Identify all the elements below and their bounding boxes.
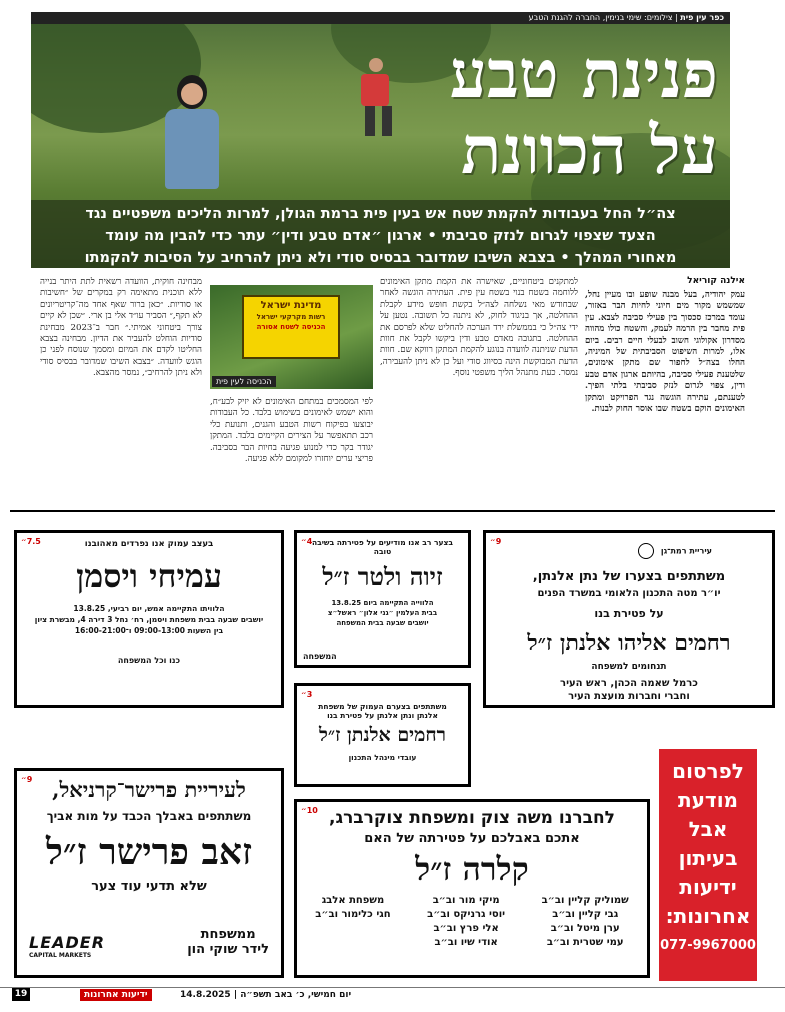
promo-line: מודעת [677, 788, 739, 812]
notice-signature: וחברי וחברות מועצת העיר [568, 691, 690, 702]
article-column-3: לפי המסמכים במתחם האימונים לא יזיק לבע״ח, והוא ישמש לאימונים בשימוש בלבד. כל העבודות יבוצעו בפיקוח רשות הטבע והגנים, ותנועת כלי רכב תתאפשר על הצירים הקיימים בלבד. המתקן יגודר בקר כדי למנוע פגיעה בחיות הבר בסביבה. פריצי ערים יוחזרו למקומם ללא פגיעה. [210, 397, 373, 465]
byline: אילנה קוריאל [687, 276, 745, 286]
notice-name: זאב פרישר ז״ל [46, 831, 252, 873]
promo-line: לפרסום [672, 759, 744, 783]
phone-number: 077-9967000 [660, 938, 756, 953]
photo-credit-bar: כפר עין פית | צילומים: שימי בנימין, החברה להגנת הטבע [31, 12, 730, 24]
subheadline-line: מאחורי המהלך • בצבא השיבו שמדובר בבסיס סודי ולא ניתן להרחיב על הסיבות להקמתו [84, 250, 677, 266]
ad-size: 4״ [301, 537, 313, 546]
sign-text: הכניסה לשטח אסורה [256, 323, 326, 331]
consoler: ערן מיטל וב״ב [550, 923, 620, 934]
consoler: יוסי גרניקס וב״ב [427, 909, 506, 920]
ad-size: 7.5״ [21, 537, 41, 546]
page-number: 19 [12, 988, 30, 1001]
photo-caption: הכניסה לעין פית [212, 376, 276, 387]
death-notice-frisher [14, 768, 284, 978]
death-notice-wiseman [14, 530, 284, 708]
notice-line: הלווייה התקיימה ביום 13.8.25 [331, 599, 434, 607]
notice-line: שלא תדעי עוד צער [91, 879, 207, 894]
notice-name: עמיחי ויסמן [76, 557, 222, 595]
death-notice-klara [294, 799, 650, 978]
consoler: מיקי מור וב״ב [432, 895, 500, 906]
death-notice-ramat-gan [483, 530, 775, 708]
notice-line: יושבים שבעה בבית משפחת ויסמן, רח׳ נחל 3 דירה 4, מבשרת ציון [34, 615, 264, 624]
consoler: אודי שיו וב״ב [434, 937, 498, 948]
notice-line: אתכם באבלכם על פטירתה של האם [364, 831, 580, 846]
consoler: חגי כלימור וב״ב [315, 909, 391, 920]
headline-line-2: על הכוונת [461, 111, 718, 189]
consoler-column [542, 894, 629, 950]
notice-line: לעיריית פרישר־קרניאל, [52, 777, 246, 802]
notice-line: משתתפים באבלך הכבד על מות אביך [46, 809, 252, 823]
signature-line: ממשפחת [200, 927, 256, 942]
notice-name: רחמים אלנתן ז״ל [318, 724, 446, 746]
issue-date: יום חמישי, כ׳ באב תשפ״ה | 14.8.2025 [180, 990, 352, 1000]
death-notice-planning [294, 683, 471, 787]
consoler: עמי שטרית וב״ב [546, 937, 624, 948]
municipality-heading [638, 543, 712, 559]
notice-details [297, 598, 468, 628]
ad-size: 10״ [301, 806, 318, 815]
leader-logo [29, 933, 105, 959]
notice-details [17, 603, 281, 636]
sign-board [242, 295, 340, 359]
sign-text: רשות מקרקעי ישראל [256, 313, 326, 321]
consoler: גבי קליין וב״ב [552, 909, 619, 920]
notice-line: על פטירת בנו [594, 607, 664, 620]
notice-name: זיוה ולטר ז״ל [322, 562, 443, 591]
notice-line: בין השעות 09:00-13:00 ו־16:00-21:00 [74, 626, 224, 635]
municipality-name: עיריית רמת־גן [660, 546, 712, 556]
article-column-1: עמק יהודיה, בעל מבנה שופע ובו מעיין נחל, שמשמש מקור מים חיוני לחיות הבר באזור, עומד במרכז סכסוך בין פעילי סביבה לצבא. עין פית מחבר בין הרמה לעמק, והשטח כולו מהווה מסדרון אקולוגי חשוב לבעלי חיים רבים. ביום אלו, למרות השיפוט הסביבתית של המיניה, החלו בצה״ל לחפור שם מתקן אימונים, שלטענת פעילי סביבה, בהיותם ארגון אדם טבע ודין, צפוי לגרום לנזק סביבתי בלתי הפיך. לטענתם, עתירה הוגשה נגד הפרויקט ומתקן האימונים הוקם בשטח שבו אוסר החוק לבנות. [585, 290, 745, 415]
ad-size: 3״ [301, 690, 313, 699]
consoler: משפחת אלבג [321, 895, 385, 906]
notice-signature: כנו וכל המשפחה [117, 656, 181, 665]
municipality-emblem-icon [638, 543, 654, 559]
notice-name: קלרה ז״ל [415, 850, 529, 888]
advertise-mourning-notice [659, 749, 757, 981]
subheadline-line: צה״ל החל בעבודות להקמת שטח אש בעין פית ברמת הגולן, למרות הליכים משפטיים נגד [85, 206, 676, 222]
subheadline-line: הצעד שצפוי לגרום לנזק סביבתי • ארגון ״אדם טבע ודין״ עתר כדי להבין מה עומד [105, 228, 656, 244]
consoler: שמוליק קליין וב״ב [541, 895, 629, 906]
section-label: כפר עין פית [680, 13, 724, 22]
consoler-list [297, 894, 647, 950]
notice-line: יושבים שבעה בבית המשפחה [336, 619, 429, 627]
notice-signature: עובדי מינהל התכנון [348, 753, 417, 762]
ad-size: 9״ [21, 775, 33, 784]
notice-line: תנחומים למשפחה [591, 662, 667, 672]
promo-line: בעיתון [678, 846, 738, 870]
notice-intro: בצער רב אנו מודיעים על פטירתה בשיבה טובה [312, 538, 453, 556]
death-notice-walter [294, 530, 471, 668]
hiker-man [361, 58, 392, 140]
promo-line: ידיעות [679, 875, 737, 899]
photo-credit: צילומים: שימי בנימין, החברה להגנת הטבע [528, 13, 673, 22]
headline-line-1: פנינת טבע [449, 35, 718, 113]
notice-line: יו״ר מטה התכנון הלאומי במשרד הפנים [537, 588, 721, 599]
notice-name: רחמים אליהו אלנתן ז״ל [527, 630, 731, 656]
notice-line: לחברנו משה צוק ומשפחת צוקרברג, [329, 808, 615, 828]
signature-line: לידר שוקי הון [187, 942, 269, 957]
promo-line: אבל [688, 817, 728, 841]
hiker-woman [171, 75, 219, 189]
notice-intro: משתתפים בצערם העמוק של משפחת אלנתן ונתן אלנתן על פטירת בנו [318, 702, 447, 720]
ad-size: 9״ [490, 537, 502, 546]
logo-subtext: CAPITAL MARKETS [29, 952, 92, 959]
hero-photo [31, 12, 730, 268]
consoler-column [315, 894, 390, 950]
logo-text: LEADER [29, 933, 106, 952]
notice-signature: המשפחה [303, 652, 337, 661]
promo-line: אחרונות: [665, 904, 751, 928]
consoler: אלי פרץ וב״ב [433, 923, 499, 934]
notice-line: הלוויתו התקיימה אמש, יום רביעי, 13.8.25 [73, 604, 225, 613]
newspaper-brand: ידיעות אחרונות [80, 989, 152, 1001]
notice-line: בבית העלמין ״גני אלון״ ראשל״צ [327, 609, 438, 617]
section-divider [10, 510, 775, 512]
notice-signature: כרמל שאמה הכהן, ראש העיר [560, 678, 698, 689]
notice-signature [187, 927, 269, 957]
subheadline [31, 200, 730, 268]
consoler-column [427, 894, 505, 950]
article-column-4: מבחינה חוקית, הוועדה רשאית לתת היתר בנייה ללא תוכנית מתאימה רק במקרים של ״חשיבות או סודיות. ״כאן ברור שאף אחד מה־קריטריונים לא תקף,״ הסביר עו״ד אלי בן ארי. ״שכן לא קיים צורך ביטחוני אמיתי.״ חבר ב־2023 מבחינת סודיות הוחלט להעביר את הדיון. מבחינה בצבא החליטו לקדם את המיזם ומסמך שנוסח לפני כן הוגש לוועדה. ״בצבא השיבו שמדובר בבסיס סודי ולא ניתן להרחיב״, נמסר מהצבא. [40, 277, 202, 379]
article-column-2: למתקנים ביטחוניים, שאישרה את הקמת מתקן האימונים ללוחמה בשטח בנוי בשטח עין פית. העתירה הוגשה לאחר שבחודש מאי נשלחה לצה״ל בקשת חופש מידע לקבלת ההחלטה, אך בניגוד לחוק, לא ניתנה כל תשובה. נטען על ידי צה״ל כי בממשלת ירד הערכה להחליט שלא לפרסם את ההחלטה. בתגובה מאדם טבע ודין ביקשו לקבל את חוות הדעת שניתנה לוועדה בנוגע להקמת המתקן רווקא שם. חוות הדעת המבוקשת הינה בסיווג סודי ועל כן לא ניתן להעבירה, נמסר. כעת מתנהל הליך משפטי נוסף. [380, 277, 578, 379]
sign-text: מדינת ישראל [260, 300, 322, 311]
sign-photo [210, 285, 373, 389]
notice-line: משתתפים בצערו של נתן אלנתן, [532, 569, 726, 584]
notice-intro: בעצב עמוק אנו נפרדים מאהובנו [84, 539, 214, 549]
